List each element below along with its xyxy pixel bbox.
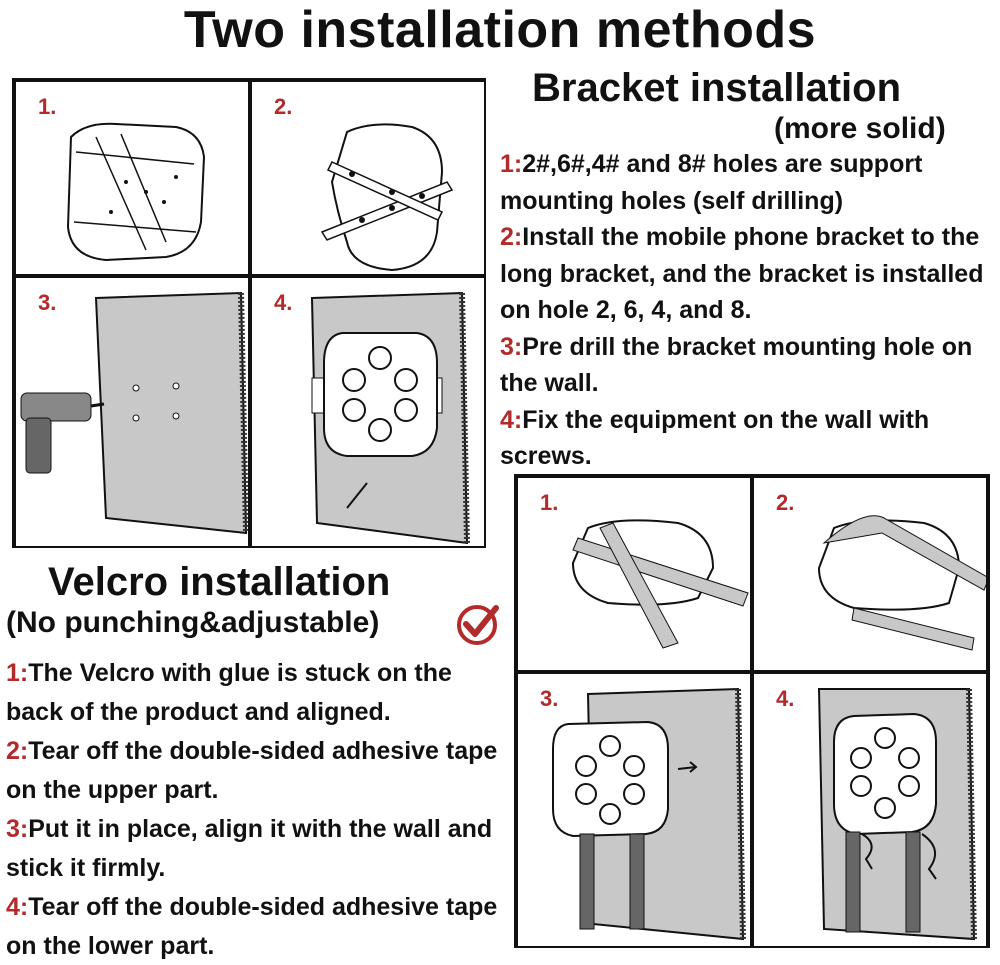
bracket-panel-1 [14, 80, 250, 276]
panel-number: 1. [38, 94, 57, 119]
panel-number: 4. [776, 686, 795, 711]
panel-number: 3. [38, 290, 57, 315]
bracket-panel-2 [250, 80, 486, 276]
bracket-panel-4 [250, 276, 486, 548]
list-item: 2:Install the mobile phone bracket to the long bracket, and the bracket is installed on hole 2, 6, 4, and 8. [500, 223, 984, 324]
stick-firmly-icon [754, 674, 988, 948]
velcro-subheading: (No punching&adjustable) [6, 606, 380, 639]
velcro-panel-3 [516, 672, 752, 948]
align-wall-icon [518, 674, 752, 948]
list-item: 4:Tear off the double-sided adhesive tape on the lower part. [6, 893, 498, 960]
velcro-panel-4 [752, 672, 988, 948]
velcro-panel-2 [752, 476, 988, 672]
page-title: Two installation methods [183, 1, 817, 59]
list-item: 2:Tear off the double-sided adhesive tape on the upper part. [6, 737, 498, 804]
panel-number: 2. [776, 490, 795, 515]
velcro-heading: Velcro installation [48, 560, 391, 604]
drill-icon [21, 393, 104, 473]
panel-number: 3. [540, 686, 559, 711]
wall-drill-icon [16, 278, 250, 548]
bracket-heading: Bracket installation [532, 66, 902, 110]
panel-number: 4. [274, 290, 293, 315]
check-circle-icon [454, 602, 500, 648]
velcro-steps-grid [514, 474, 990, 948]
mounted-holder-icon [252, 278, 486, 548]
list-item: 1:2#,6#,4# and 8# holes are support mounting holes (self drilling) [500, 150, 923, 215]
velcro-steps-list [6, 654, 514, 965]
velcro-panel-1 [516, 476, 752, 672]
bracket-panel-3 [14, 276, 250, 548]
list-item: 3:Pre drill the bracket mounting hole on the wall. [500, 332, 973, 397]
bracket-subheading: (more solid) [774, 112, 946, 145]
list-item: 4:Fix the equipment on the wall with screws. [500, 405, 930, 470]
list-item: 3:Put it in place, align it with the wall and stick it firmly. [6, 815, 493, 882]
panel-number: 1. [540, 490, 559, 515]
bracket-steps-list [500, 146, 1000, 475]
list-item: 1:The Velcro with glue is stuck on the back of the product and aligned. [6, 659, 452, 726]
bracket-steps-grid [12, 78, 486, 548]
panel-number: 2. [274, 94, 293, 119]
